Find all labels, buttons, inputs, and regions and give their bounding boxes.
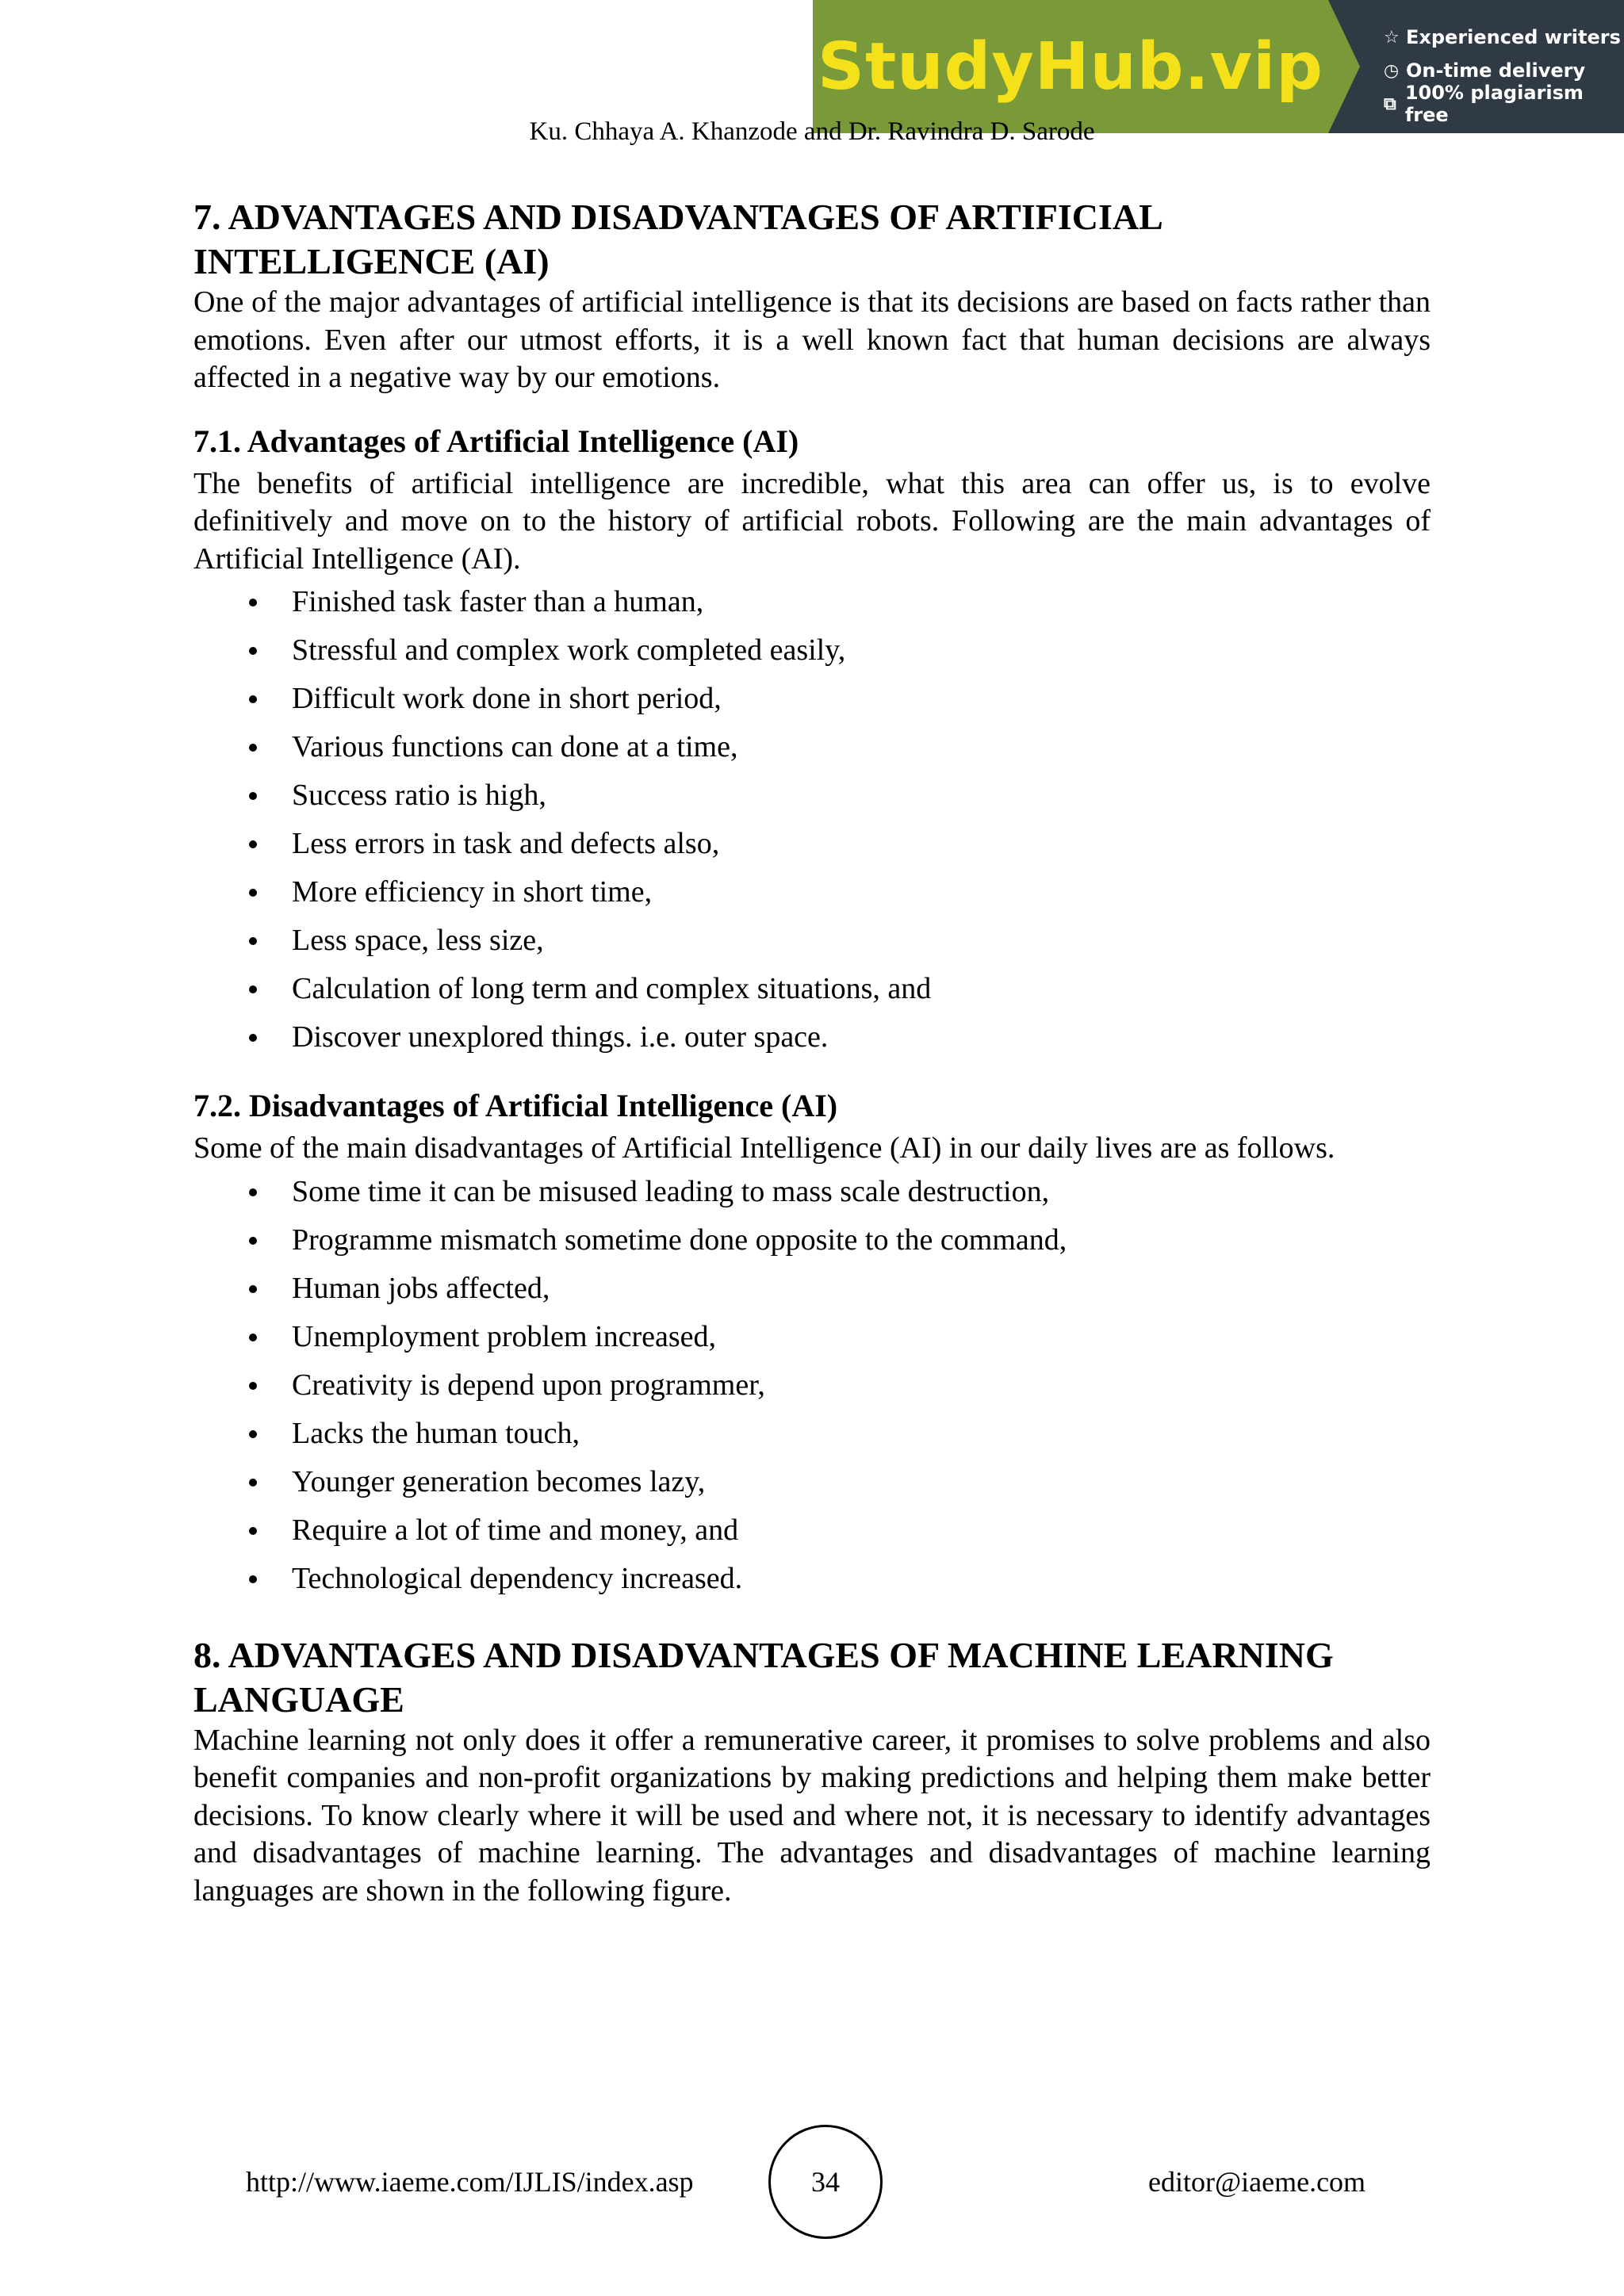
list-item: Require a lot of time and money, and [193, 1506, 1431, 1555]
feature-label: 100% plagiarism free [1404, 82, 1584, 126]
copy-icon: ⧉ [1384, 94, 1396, 114]
section-8-title [193, 1633, 1431, 1722]
section-7-title [193, 195, 1431, 284]
page-number [768, 2125, 883, 2239]
feature-label: Experienced writers [1406, 26, 1621, 48]
section-8-intro: Machine learning not only does it offer a remunerative career, it promises to solve problems and also benefit companies and non-profit organizations by making predictions and helping them make better decisions. To know clearly where it will be used and where not, it is necessary to identify advantages and disadvantages of machine learning. The advantages and disadvantages of machine learning languages are shown in the following figure. [193, 1723, 1431, 1908]
list-item: Programme mismatch sometime done opposite to the command, [193, 1216, 1431, 1265]
list-item: Discover unexplored things. i.e. outer space. [193, 1013, 1431, 1062]
list-item: Creativity is depend upon programmer, [193, 1361, 1431, 1410]
footer-url-link[interactable]: http://www.iaeme.com/IJLIS/index.asp [246, 2166, 694, 2198]
list-item: More efficiency in short time, [193, 868, 1431, 916]
section-7-1-intro: The benefits of artificial intelligence are incredible, what this area can offer us, is to evolve definitively and move on to the history of artificial robots. Following are the main advantages of Artificial Intelligence (AI). [193, 466, 1431, 576]
list-item: Calculation of long term and complex situations, and [193, 965, 1431, 1013]
section-7-intro: One of the major advantages of artificial intelligence is that its decisions are based on facts rather than emotions. Even after our utmost efforts, it is a well known fact that human decisions are always affected in a negative way by our emotions. [193, 285, 1431, 394]
ad-banner[interactable] [813, 0, 1624, 133]
footer-email-link[interactable]: editor@iaeme.com [1148, 2166, 1366, 2198]
clock-icon: ◷ [1384, 60, 1400, 81]
banner-features [1328, 0, 1624, 133]
list-item: Finished task faster than a human, [193, 578, 1431, 626]
list-item: Less space, less size, [193, 916, 1431, 965]
studyhub-logo[interactable] [813, 0, 1328, 133]
list-item: Human jobs affected, [193, 1265, 1431, 1313]
feature-experienced-writers [1384, 21, 1624, 54]
section-8-title-line1: 8. ADVANTAGES AND DISADVANTAGES OF MACHINE LEARNING [193, 1634, 1334, 1675]
list-item: Stressful and complex work completed easily, [193, 626, 1431, 675]
section-8-title-line2: LANGUAGE [193, 1678, 404, 1720]
list-item: Various functions can done at a time, [193, 723, 1431, 771]
list-item: Technological dependency increased. [193, 1555, 1431, 1603]
page-number-text: 34 [811, 2166, 840, 2198]
list-item: Lacks the human touch, [193, 1410, 1431, 1458]
list-item: Success ratio is high, [193, 771, 1431, 820]
advantages-list [193, 578, 1431, 1062]
list-item: Less errors in task and defects also, [193, 820, 1431, 868]
section-7-title-line1: 7. ADVANTAGES AND DISADVANTAGES OF ARTIFICIAL [193, 197, 1163, 237]
list-item: Difficult work done in short period, [193, 675, 1431, 723]
feature-label: On-time delivery [1406, 59, 1586, 82]
running-head: Ku. Chhaya A. Khanzode and Dr. Ravindra D. Sarode [529, 117, 1095, 146]
list-item: Younger generation becomes lazy, [193, 1458, 1431, 1506]
list-item: Some time it can be misused leading to mass scale destruction, [193, 1168, 1431, 1216]
section-7-1-title: 7.1. Advantages of Artificial Intelligence (AI) [193, 423, 799, 459]
studyhub-logo-text: StudyHub.vip [818, 29, 1323, 105]
page-content [193, 195, 1431, 1910]
star-icon: ☆ [1384, 27, 1400, 48]
disadvantages-list [193, 1168, 1431, 1603]
list-item: Unemployment problem increased, [193, 1313, 1431, 1361]
section-7-title-line2: INTELLIGENCE (AI) [193, 241, 550, 281]
section-7-2-intro: Some of the main disadvantages of Artificial Intelligence (AI) in our daily lives are as follows. [193, 1131, 1335, 1165]
section-7-2-title: 7.2. Disadvantages of Artificial Intelligence (AI) [193, 1088, 838, 1123]
